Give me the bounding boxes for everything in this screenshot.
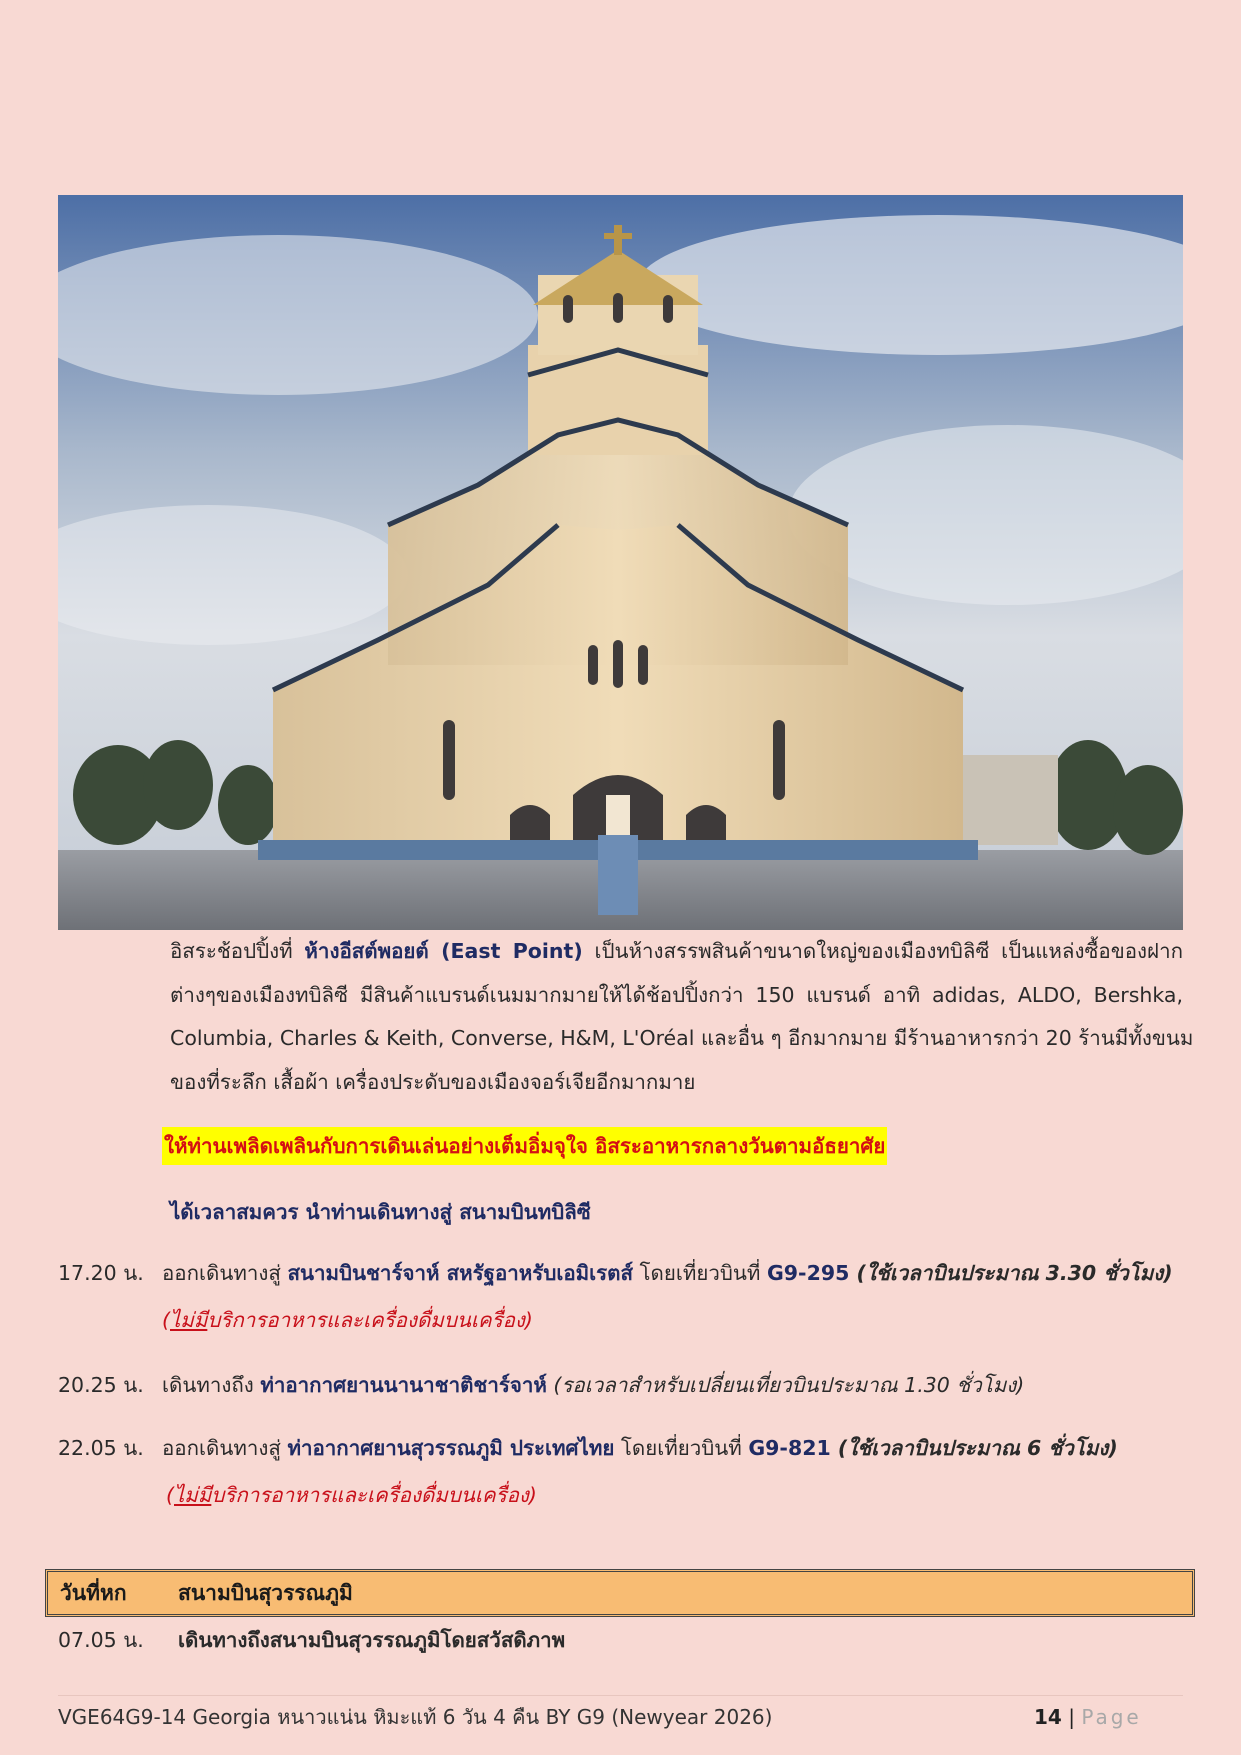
schedule-mid: โดยเที่ยวบินที่ [614, 1436, 749, 1460]
schedule-text [162, 1258, 1173, 1288]
schedule-time: 17.20 น. [58, 1261, 144, 1285]
arrival-text: เดินทางถึงสนามบินสุวรรณภูมิโดยสวัสดิภาพ [178, 1628, 566, 1652]
page-word: Page [1081, 1705, 1142, 1729]
meal-note: (ไม่มีบริการอาหารและเครื่องดื่มบนเครื่อง) [166, 1483, 537, 1507]
footer-divider [58, 1695, 1183, 1696]
day-six-header [45, 1569, 1195, 1617]
footer-title: VGE64G9-14 Georgia หนาวแน่น หิมะแท้ 6 วัน 4 คืน BY G9 (Newyear 2026) [58, 1705, 773, 1729]
paragraph-line-2: ต่างๆของเมืองทบิลิซี มีสินค้าแบรนด์เนมมากมายให้ได้ช้อปปิ้งกว่า 150 แบรนด์ อาทิ adidas, ALDO, Bershka, [170, 982, 1183, 1007]
schedule-text [162, 1433, 1118, 1463]
meal-negation: ไม่มี [170, 1308, 208, 1332]
flight-number: G9-821 [748, 1436, 831, 1460]
schedule-pre: ออกเดินทางสู่ [162, 1261, 288, 1285]
schedule-time: 20.25 น. [58, 1373, 144, 1397]
page-separator: | [1068, 1705, 1075, 1729]
mall-name: ห้างอีสต์พอยต์ (East Point) [304, 939, 583, 963]
schedule-place: สนามบินชาร์จาห์ สหรัฐอาหรับเอมิเรตส์ [287, 1261, 634, 1285]
meal-negation: ไม่มี [174, 1483, 212, 1507]
paragraph-line-3: Columbia, Charles & Keith, Converse, H&M, L'Oréal และอื่น ๆ อีกมากมาย มีร้านอาหารกว่า 20 ร้านมีทั้งขนม [170, 1026, 1194, 1050]
schedule-text [162, 1370, 1024, 1400]
schedule-place: ท่าอากาศยานนานาชาติชาร์จาห์ [260, 1373, 547, 1397]
east-point-paragraph [170, 930, 1194, 1104]
schedule-mid: โดยเที่ยวบินที่ [633, 1261, 767, 1285]
page-number: 14 [1034, 1705, 1062, 1729]
meal-text: บริการอาหารและเครื่องดื่มบนเครื่อง [211, 1483, 529, 1507]
schedule-time: 07.05 น. [58, 1628, 144, 1652]
schedule-time: 22.05 น. [58, 1436, 144, 1460]
schedule-pre: ออกเดินทางสู่ [162, 1436, 288, 1460]
schedule-place: ท่าอากาศยานสุวรรณภูมิ ประเทศไทย [287, 1436, 615, 1460]
transfer-text: ได้เวลาสมควร นำท่านเดินทางสู่ สนามบินทบิลิซี [170, 1200, 591, 1224]
church-photo [58, 195, 1183, 930]
day-place: สนามบินสุวรรณภูมิ [178, 1581, 353, 1605]
schedule-pre: เดินทางถึง [162, 1373, 261, 1397]
paragraph-line-1 [170, 930, 1183, 974]
meal-note: (ไม่มีบริการอาหารและเครื่องดื่มบนเครื่อง) [162, 1308, 533, 1332]
meal-text: บริการอาหารและเครื่องดื่มบนเครื่อง [207, 1308, 525, 1332]
flight-duration: (ใช้เวลาบินประมาณ 6 ชั่วโมง) [830, 1436, 1118, 1460]
page-indicator [1034, 1702, 1142, 1732]
flight-duration: (ใช้เวลาบินประมาณ 3.30 ชั่วโมง) [849, 1261, 1173, 1285]
layover-note: (รอเวลาสำหรับเปลี่ยนเที่ยวบินประมาณ 1.30 ชั่วโมง) [546, 1373, 1025, 1397]
paragraph-text: เป็นห้างสรรพสินค้าขนาดใหญ่ของเมืองทบิลิซี เป็นแหล่งซื้อของฝาก [582, 939, 1183, 963]
free-time-highlight: ให้ท่านเพลิดเพลินกับการเดินเล่นอย่างเต็มอิ่มจุใจ อิสระอาหารกลางวันตามอัธยาศัย [162, 1127, 887, 1165]
paragraph-line-4: ของที่ระลึก เสื้อผ้า เครื่องประดับของเมืองจอร์เจียอีกมากมาย [170, 1069, 696, 1094]
church-illustration [58, 195, 1183, 930]
paragraph-text: อิสระช้อปปิ้งที่ [170, 939, 305, 963]
flight-number: G9-295 [766, 1261, 850, 1285]
day-label: วันที่หก [60, 1581, 127, 1605]
